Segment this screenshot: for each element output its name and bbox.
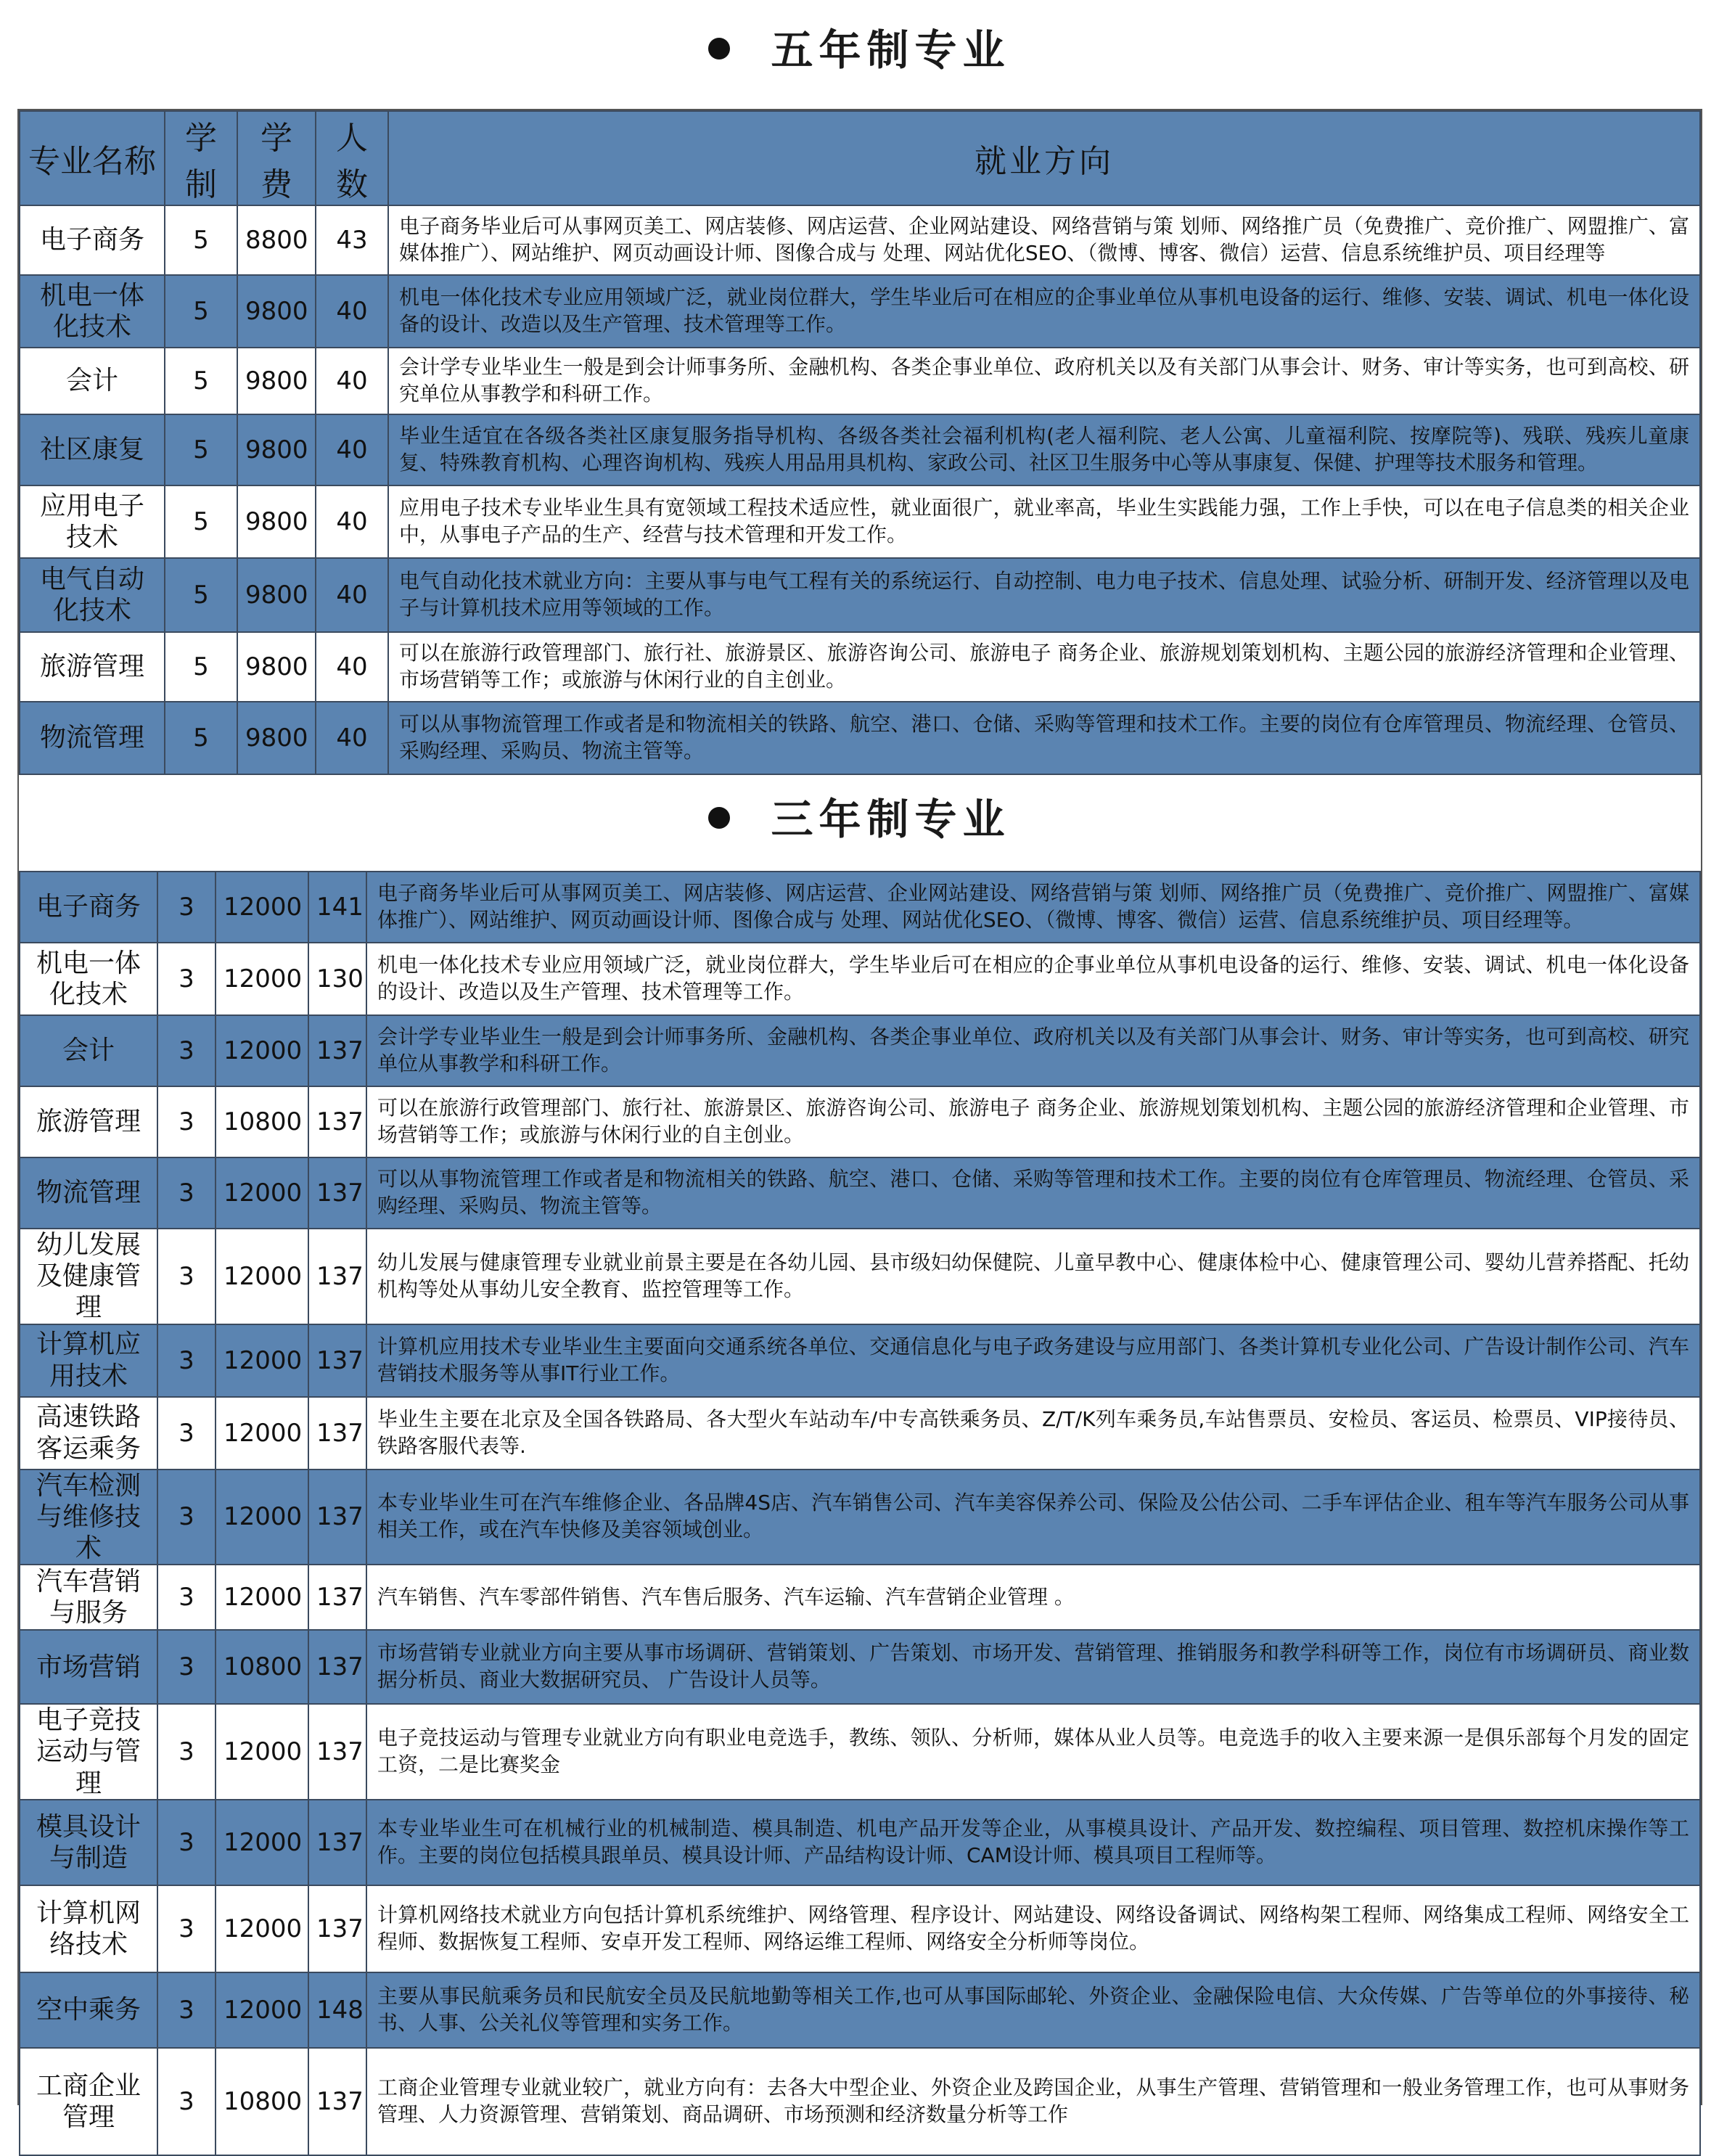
employment-direction: 主要从事民航乘务员和民航安全员及民航地勤等相关工作,也可从事国际邮轮、外资企业、金融保险电信、大众传媒、广告等单位的外事接待、秘书、人事、公关礼仪等管理和实务工作。 bbox=[366, 1972, 1700, 2048]
study-years: 5 bbox=[165, 275, 237, 348]
enrollment-count: 137 bbox=[308, 1800, 366, 1885]
header-direction: 就业方向 bbox=[388, 111, 1700, 205]
table-row bbox=[20, 485, 1700, 558]
tuition-fee: 10800 bbox=[216, 1086, 308, 1157]
tuition-fee: 9800 bbox=[237, 348, 316, 414]
employment-direction: 工商企业管理专业就业较广，就业方向有：去各大中型企业、外资企业及跨国企业，从事生产管理、营销管理和一般业务管理工作，也可从事财务管理、人力资源管理、营销策划、商品调研、市场预测和经济数量分析等工作 bbox=[366, 2048, 1700, 2155]
table-row bbox=[20, 275, 1700, 348]
study-years: 3 bbox=[157, 872, 216, 943]
table-row bbox=[20, 1324, 1700, 1397]
study-years: 3 bbox=[157, 1800, 216, 1885]
employment-direction: 汽车销售、汽车零部件销售、汽车售后服务、汽车运输、汽车营销企业管理 。 bbox=[366, 1565, 1700, 1630]
study-years: 3 bbox=[157, 1565, 216, 1630]
employment-direction: 会计学专业毕业生一般是到会计师事务所、金融机构、各类企事业单位、政府机关以及有关部门从事会计、财务、审计等实务，也可到高校、研究单位从事教学和科研工作。 bbox=[388, 348, 1700, 414]
employment-direction: 可以从事物流管理工作或者是和物流相关的铁路、航空、港口、仓储、采购等管理和技术工作。主要的岗位有仓库管理员、物流经理、仓管员、采购经理、采购员、物流主管等。 bbox=[366, 1157, 1700, 1229]
table-row bbox=[20, 2048, 1700, 2155]
employment-direction: 本专业毕业生可在机械行业的机械制造、模具制造、机电产品开发等企业，从事模具设计、产品开发、数控编程、项目管理、数控机床操作等工作。主要的岗位包括模具跟单员、模具设计师、产品结构设计师、CAM设计师、模具项目工程师等。 bbox=[366, 1800, 1700, 1885]
major-name: 应用电子技术 bbox=[20, 485, 165, 558]
employment-direction: 市场营销专业就业方向主要从事市场调研、营销策划、广告策划、市场开发、营销管理、推销服务和教学科研等工作，岗位有市场调研员、商业数据分析员、商业大数据研究员、 广告设计人员等。 bbox=[366, 1630, 1700, 1704]
study-years: 3 bbox=[157, 1470, 216, 1565]
employment-direction: 电子商务毕业后可从事网页美工、网店装修、网店运营、企业网站建设、网络营销与策 划师、网络推广员（免费推广、竞价推广、网盟推广、富媒体推广）、网站维护、网页动画设计师、图像合成与 处理、网站优化SEO、（微博、博客、微信）运营、信息系统维护员、项目经理等 bbox=[388, 205, 1700, 275]
major-name: 模具设计与制造 bbox=[20, 1800, 157, 1885]
tuition-fee: 12000 bbox=[216, 1015, 308, 1086]
enrollment-count: 43 bbox=[316, 205, 388, 275]
enrollment-count: 40 bbox=[316, 702, 388, 774]
enrollment-count: 137 bbox=[308, 1885, 366, 1972]
study-years: 5 bbox=[165, 702, 237, 774]
tuition-fee: 12000 bbox=[216, 1157, 308, 1229]
employment-direction: 幼儿发展与健康管理专业就业前景主要是在各幼儿园、县市级妇幼保健院、儿童早教中心、健康体检中心、健康管理公司、婴幼儿营养搭配、托幼机构等处从事幼儿安全教育、监控管理等工作。 bbox=[366, 1229, 1700, 1324]
employment-direction: 计算机网络技术就业方向包括计算机系统维护、网络管理、程序设计、网站建设、网络设备调试、网络构架工程师、网络集成工程师、网络安全工程师、数据恢复工程师、安卓开发工程师、网络运维工程师、网络安全分析师等岗位。 bbox=[366, 1885, 1700, 1972]
employment-direction: 电子竞技运动与管理专业就业方向有职业电竞选手，教练、领队、分析师，媒体从业人员等。电竞选手的收入主要来源一是俱乐部每个月发的固定工资，二是比赛奖金 bbox=[366, 1704, 1700, 1800]
study-years: 5 bbox=[165, 205, 237, 275]
table-row bbox=[20, 1800, 1700, 1885]
enrollment-count: 137 bbox=[308, 1630, 366, 1704]
study-years: 3 bbox=[157, 1229, 216, 1324]
table-row bbox=[20, 1972, 1700, 2048]
table-row bbox=[20, 1630, 1700, 1704]
enrollment-count: 141 bbox=[308, 872, 366, 943]
major-name: 汽车营销与服务 bbox=[20, 1565, 157, 1630]
study-years: 3 bbox=[157, 1972, 216, 2048]
tuition-fee: 12000 bbox=[216, 943, 308, 1015]
study-years: 5 bbox=[165, 558, 237, 632]
tuition-fee: 10800 bbox=[216, 2048, 308, 2155]
major-name: 旅游管理 bbox=[20, 632, 165, 702]
major-name: 机电一体化技术 bbox=[20, 275, 165, 348]
enrollment-count: 137 bbox=[308, 2048, 366, 2155]
table-row bbox=[20, 205, 1700, 275]
enrollment-count: 137 bbox=[308, 1324, 366, 1397]
enrollment-count: 40 bbox=[316, 558, 388, 632]
enrollment-count: 137 bbox=[308, 1565, 366, 1630]
enrollment-count: 137 bbox=[308, 1704, 366, 1800]
tuition-fee: 12000 bbox=[216, 1972, 308, 2048]
study-years: 5 bbox=[165, 414, 237, 485]
major-name: 社区康复 bbox=[20, 414, 165, 485]
major-name: 物流管理 bbox=[20, 702, 165, 774]
study-years: 3 bbox=[157, 1157, 216, 1229]
table-row bbox=[20, 348, 1700, 414]
tuition-fee: 12000 bbox=[216, 1704, 308, 1800]
table-row bbox=[20, 1565, 1700, 1630]
major-name: 电气自动化技术 bbox=[20, 558, 165, 632]
enrollment-count: 137 bbox=[308, 1470, 366, 1565]
table-row bbox=[20, 1470, 1700, 1565]
table-header-row bbox=[20, 111, 1700, 205]
study-years: 3 bbox=[157, 1704, 216, 1800]
table-row bbox=[20, 1157, 1700, 1229]
header-count: 人数 bbox=[316, 111, 388, 205]
employment-direction: 计算机应用技术专业毕业生主要面向交通系统各单位、交通信息化与电子政务建设与应用部门、各类计算机专业化公司、广告设计制作公司、汽车营销技术服务等从事IT行业工作。 bbox=[366, 1324, 1700, 1397]
major-name: 电子竞技运动与管理 bbox=[20, 1704, 157, 1800]
enrollment-count: 137 bbox=[308, 1229, 366, 1324]
employment-direction: 机电一体化技术专业应用领域广泛，就业岗位群大，学生毕业后可在相应的企事业单位从事机电设备的运行、维修、安装、调试、机电一体化设备的设计、改造以及生产管理、技术管理等工作。 bbox=[388, 275, 1700, 348]
header-fee: 学费 bbox=[237, 111, 316, 205]
three-year-title: 三年制专业 bbox=[0, 785, 1719, 846]
table-row bbox=[20, 872, 1700, 943]
table-row bbox=[20, 702, 1700, 774]
five-year-table bbox=[19, 110, 1701, 775]
study-years: 3 bbox=[157, 1397, 216, 1470]
enrollment-count: 40 bbox=[316, 485, 388, 558]
major-name: 物流管理 bbox=[20, 1157, 157, 1229]
enrollment-count: 40 bbox=[316, 348, 388, 414]
employment-direction: 会计学专业毕业生一般是到会计师事务所、金融机构、各类企事业单位、政府机关以及有关部门从事会计、财务、审计等实务，也可到高校、研究单位从事教学和科研工作。 bbox=[366, 1015, 1700, 1086]
table-row bbox=[20, 943, 1700, 1015]
employment-direction: 机电一体化技术专业应用领域广泛，就业岗位群大，学生毕业后可在相应的企事业单位从事机电设备的运行、维修、安装、调试、机电一体化设备的设计、改造以及生产管理、技术管理等工作。 bbox=[366, 943, 1700, 1015]
enrollment-count: 40 bbox=[316, 414, 388, 485]
study-years: 3 bbox=[157, 943, 216, 1015]
enrollment-count: 137 bbox=[308, 1086, 366, 1157]
study-years: 3 bbox=[157, 1086, 216, 1157]
tuition-fee: 9800 bbox=[237, 702, 316, 774]
study-years: 5 bbox=[165, 348, 237, 414]
employment-direction: 电气自动化技术就业方向：主要从事与电气工程有关的系统运行、自动控制、电力电子技术、信息处理、试验分析、研制开发、经济管理以及电子与计算机技术应用等领域的工作。 bbox=[388, 558, 1700, 632]
tuition-fee: 9800 bbox=[237, 558, 316, 632]
tuition-fee: 9800 bbox=[237, 632, 316, 702]
tuition-fee: 12000 bbox=[216, 1324, 308, 1397]
major-name: 电子商务 bbox=[20, 872, 157, 943]
major-name: 计算机应用技术 bbox=[20, 1324, 157, 1397]
employment-direction: 可以从事物流管理工作或者是和物流相关的铁路、航空、港口、仓储、采购等管理和技术工作。主要的岗位有仓库管理员、物流经理、仓管员、采购经理、采购员、物流主管等。 bbox=[388, 702, 1700, 774]
employment-direction: 可以在旅游行政管理部门、旅行社、旅游景区、旅游咨询公司、旅游电子 商务企业、旅游规划策划机构、主题公园的旅游经济管理和企业管理、市场营销等工作；或旅游与休闲行业的自主创业。 bbox=[366, 1086, 1700, 1157]
tuition-fee: 10800 bbox=[216, 1630, 308, 1704]
table-row bbox=[20, 1885, 1700, 1972]
employment-direction: 本专业毕业生可在汽车维修企业、各品牌4S店、汽车销售公司、汽车美容保养公司、保险及公估公司、二手车评估企业、租车等汽车服务公司从事相关工作，或在汽车快修及美容领域创业。 bbox=[366, 1470, 1700, 1565]
table-row bbox=[20, 414, 1700, 485]
employment-direction: 电子商务毕业后可从事网页美工、网店装修、网店运营、企业网站建设、网络营销与策 划师、网络推广员（免费推广、竞价推广、网盟推广、富媒体推广）、网站维护、网页动画设计师、图像合成与 处理、网站优化SEO、（微博、博客、微信）运营、信息系统维护员、项目经理等。 bbox=[366, 872, 1700, 943]
tuition-fee: 12000 bbox=[216, 1885, 308, 1972]
employment-direction: 毕业生适宜在各级各类社区康复服务指导机构、各级各类社会福利机构(老人福利院、老人公寓、儿童福利院、按摩院等)、残联、残疾儿童康复、特殊教育机构、心理咨询机构、残疾人用品用具机构、家政公司、社区卫生服务中心等从事康复、保健、护理等技术服务和管理。 bbox=[388, 414, 1700, 485]
tuition-fee: 12000 bbox=[216, 1397, 308, 1470]
major-name: 市场营销 bbox=[20, 1630, 157, 1704]
study-years: 3 bbox=[157, 1630, 216, 1704]
tuition-fee: 9800 bbox=[237, 414, 316, 485]
major-name: 计算机网络技术 bbox=[20, 1885, 157, 1972]
tuition-fee: 12000 bbox=[216, 1800, 308, 1885]
tuition-fee: 12000 bbox=[216, 1470, 308, 1565]
table-row bbox=[20, 1229, 1700, 1324]
enrollment-count: 137 bbox=[308, 1015, 366, 1086]
enrollment-count: 40 bbox=[316, 275, 388, 348]
table-row bbox=[20, 632, 1700, 702]
five-year-title: 五年制专业 bbox=[0, 16, 1719, 77]
major-name: 旅游管理 bbox=[20, 1086, 157, 1157]
major-name: 空中乘务 bbox=[20, 1972, 157, 2048]
table-row bbox=[20, 558, 1700, 632]
tuition-fee: 12000 bbox=[216, 1565, 308, 1630]
tuition-fee: 9800 bbox=[237, 485, 316, 558]
study-years: 3 bbox=[157, 1324, 216, 1397]
study-years: 3 bbox=[157, 1015, 216, 1086]
header-years: 学制 bbox=[165, 111, 237, 205]
bullet-icon bbox=[708, 807, 730, 829]
employment-direction: 应用电子技术专业毕业生具有宽领域工程技术适应性，就业面很广，就业率高，毕业生实践能力强，工作上手快，可以在电子信息类的相关企业中，从事电子产品的生产、经营与技术管理和开发工作。 bbox=[388, 485, 1700, 558]
table-row bbox=[20, 1397, 1700, 1470]
major-name: 会计 bbox=[20, 348, 165, 414]
enrollment-count: 148 bbox=[308, 1972, 366, 2048]
major-name: 机电一体化技术 bbox=[20, 943, 157, 1015]
study-years: 3 bbox=[157, 1885, 216, 1972]
study-years: 3 bbox=[157, 2048, 216, 2155]
table-row bbox=[20, 1086, 1700, 1157]
tuition-fee: 12000 bbox=[216, 872, 308, 943]
tuition-fee: 9800 bbox=[237, 275, 316, 348]
major-name: 高速铁路客运乘务 bbox=[20, 1397, 157, 1470]
major-name: 会计 bbox=[20, 1015, 157, 1086]
major-name: 汽车检测与维修技术 bbox=[20, 1470, 157, 1565]
table-row bbox=[20, 1704, 1700, 1800]
bullet-icon bbox=[708, 38, 730, 60]
major-name: 幼儿发展及健康管理 bbox=[20, 1229, 157, 1324]
tuition-fee: 12000 bbox=[216, 1229, 308, 1324]
major-name: 工商企业管理 bbox=[20, 2048, 157, 2155]
study-years: 5 bbox=[165, 485, 237, 558]
enrollment-count: 137 bbox=[308, 1157, 366, 1229]
employment-direction: 毕业生主要在北京及全国各铁路局、各大型火车站动车/中专高铁乘务员、Z/T/K列车乘务员,车站售票员、安检员、客运员、检票员、VIP接待员、铁路客服代表等. bbox=[366, 1397, 1700, 1470]
tuition-fee: 8800 bbox=[237, 205, 316, 275]
employment-direction: 可以在旅游行政管理部门、旅行社、旅游景区、旅游咨询公司、旅游电子 商务企业、旅游规划策划机构、主题公园的旅游经济管理和企业管理、市场营销等工作；或旅游与休闲行业的自主创业。 bbox=[388, 632, 1700, 702]
enrollment-count: 130 bbox=[308, 943, 366, 1015]
enrollment-count: 40 bbox=[316, 632, 388, 702]
header-name: 专业名称 bbox=[20, 111, 165, 205]
three-year-table bbox=[19, 871, 1701, 2156]
major-name: 电子商务 bbox=[20, 205, 165, 275]
table-row bbox=[20, 1015, 1700, 1086]
study-years: 5 bbox=[165, 632, 237, 702]
enrollment-count: 137 bbox=[308, 1397, 366, 1470]
